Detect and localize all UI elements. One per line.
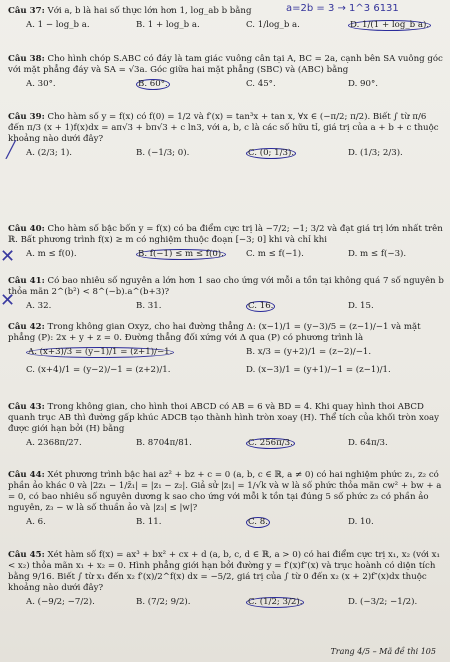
question-number: Câu 44: xyxy=(8,470,45,480)
option-a[interactable]: A. 30°. xyxy=(26,79,56,89)
option-d[interactable]: D. m ≤ f(−3). xyxy=(348,249,407,259)
question-number: Câu 41: xyxy=(8,276,45,286)
option-b[interactable]: B. 11. xyxy=(136,517,162,527)
question-37 xyxy=(8,6,444,35)
option-c[interactable]: C. 16. xyxy=(248,301,274,311)
question-text: Xét hàm số f(x) = ax³ + bx² + cx + d (a, b, c, d ∈ ℝ, a > 0) có hai điểm cực trị x₁, x₂ (với x₁ < x₂) thỏa mãn x₁ + x₂ = 0. Hình phẳng giới hạn bởi đường y = f′(x)f″(x) và trục hoành có diện tích bằng 9/16. Biết ∫ từ x₁ đến x₂ f′(x)/2^f(x) dx = −5/2, giá trị của ∫ từ 0 đến x₂ (x + 2)f″(x)dx thuộc khoảng nào dưới đây? xyxy=(8,550,440,593)
question-38 xyxy=(8,54,444,94)
question-number: Câu 39: xyxy=(8,112,45,122)
question-number: Câu 38: xyxy=(8,54,45,64)
option-d[interactable]: D. 1/(1 + log_b a). xyxy=(350,20,430,30)
question-39 xyxy=(8,112,444,163)
question-number: Câu 37: xyxy=(8,6,45,16)
question-number: Câu 45: xyxy=(8,550,45,560)
option-d[interactable]: D. (x−3)/1 = (y+1)/−1 = (z−1)/1. xyxy=(246,365,391,375)
option-c[interactable]: C. 1/log_b a. xyxy=(246,20,300,30)
question-40 xyxy=(8,224,444,264)
handwritten-cross-mark: ✕ xyxy=(0,290,16,311)
question-45 xyxy=(8,550,444,612)
option-b[interactable]: B. 1 + log_b a. xyxy=(136,20,200,30)
option-d[interactable]: D. (1/3; 2/3). xyxy=(348,148,403,158)
option-c[interactable]: C. m ≤ f(−1). xyxy=(246,249,304,259)
option-a[interactable]: A. m ≤ f(0). xyxy=(26,249,77,259)
question-42 xyxy=(8,322,444,380)
option-b[interactable]: B. 8704π/81. xyxy=(136,438,192,448)
page-footer: Trang 4/5 – Mã đề thi 105 xyxy=(330,647,436,656)
option-b[interactable]: B. f(−1) ≤ m ≤ f(0). xyxy=(138,249,224,259)
question-44 xyxy=(8,470,444,532)
question-text: Trong không gian, cho hình thoi ABCD có AB = 6 và BD = 4. Khi quay hình thoi ABCD quanh trục AB thì đường gấp khúc ADCB tạo thành hình tròn xoay (H). Thể tích của khối tròn xoay được giới hạn bởi (H) bằng xyxy=(8,402,439,434)
option-b[interactable]: B. (7/2; 9/2). xyxy=(136,597,191,607)
option-d[interactable]: D. (−3/2; −1/2). xyxy=(348,597,418,607)
option-d[interactable]: D. 10. xyxy=(348,517,374,527)
option-a[interactable]: A. 1 − log_b a. xyxy=(26,20,90,30)
question-41 xyxy=(8,276,444,316)
option-a[interactable]: A. (x+3)/3 = (y−1)/1 = (z+1)/−1. xyxy=(28,347,173,357)
question-number: Câu 43: xyxy=(8,402,45,412)
option-b[interactable]: B. 31. xyxy=(136,301,162,311)
question-text: Với a, b là hai số thực lớn hơn 1, log_ab b bằng xyxy=(47,6,252,16)
option-c[interactable]: C. (x+4)/1 = (y−2)/−1 = (z+2)/1. xyxy=(26,365,171,375)
option-b[interactable]: B. x/3 = (y+2)/1 = (z−2)/−1. xyxy=(246,347,372,357)
question-text: Trong không gian Oxyz, cho hai đường thẳng Δ: (x−1)/1 = (y−3)/5 = (z−1)/−1 và mặt phẳng (P): 2x + y + z = 0. Đường thẳng đối xứng với Δ qua (P) có phương trình là xyxy=(8,322,421,343)
option-d[interactable]: D. 64π/3. xyxy=(348,438,388,448)
option-d[interactable]: D. 15. xyxy=(348,301,374,311)
option-a[interactable]: A. (2/3; 1). xyxy=(26,148,73,158)
option-c[interactable]: C. (0; 1/3). xyxy=(248,148,295,158)
question-text: Cho hàm số y = f(x) có f(0) = 1/2 và f′(x) = tan³x + tan x, ∀x ∈ (−π/2; π/2). Biết ∫ từ π/6 đến π/3 (x + 1)f(x)dx = aπ√3 + bπ√3 + c ln3, với a, b, c là các số hữu tỉ, giá trị của a + b + c thuộc khoảng nào dưới đây? xyxy=(8,112,439,144)
option-a[interactable]: A. (−9/2; −7/2). xyxy=(26,597,95,607)
question-text: Xét phương trình bậc hai az² + bz + c = 0 (a, b, c ∈ ℝ, a ≠ 0) có hai nghiệm phức z₁, z₂ có phần ảo khác 0 và |2z₁ − 1/z̄₁| = |z₁ − z₂|. Giả sử |z₁| = 1/√k và w là số phức thỏa mãn cw² + bw + a = 0, có bao nhiêu số nguyên dương k sao cho ứng với mỗi k tồn tại đúng 5 số phức z₃ có phần ảo nguyên, z₃ − w là số thuần ảo và |z₃| ≤ |w|? xyxy=(8,470,442,513)
option-a[interactable]: A. 2368π/27. xyxy=(26,438,82,448)
question-number: Câu 40: xyxy=(8,224,45,234)
question-text: Cho hình chóp S.ABC có đáy là tam giác vuông cân tại A, BC = 2a, cạnh bên SA vuông góc với mặt phẳng đáy và SA = √3a. Góc giữa hai mặt phẳng (SBC) và (ABC) bằng xyxy=(8,54,443,75)
option-c[interactable]: C. 45°. xyxy=(246,79,276,89)
handwritten-note: a=2b = 3 → 1^3 6131 xyxy=(286,3,399,14)
handwritten-cross-mark: ✕ xyxy=(0,246,16,267)
question-text: Có bao nhiêu số nguyên a lớn hơn 1 sao cho ứng với mỗi a tồn tại không quá 7 số nguyên b thỏa mãn 2^(b²) < 8^(−b).a^(b+3)? xyxy=(8,276,444,297)
option-b[interactable]: B. (−1/3; 0). xyxy=(136,148,190,158)
option-c[interactable]: C. 256π/3. xyxy=(248,438,293,448)
question-43 xyxy=(8,402,444,453)
option-c[interactable]: C. 8. xyxy=(248,517,268,527)
option-a[interactable]: A. 32. xyxy=(26,301,52,311)
option-d[interactable]: D. 90°. xyxy=(348,79,379,89)
question-text: Cho hàm số bậc bốn y = f(x) có ba điểm cực trị là −7/2; −1; 3/2 và đạt giá trị lớn nhất trên ℝ. Bất phương trình f(x) ≥ m có nghiệm thuộc đoạn [−3; 0] khi và chỉ khi xyxy=(8,224,443,245)
option-b[interactable]: B. 60°. xyxy=(138,79,168,89)
option-c[interactable]: C. (1/2; 3/2). xyxy=(248,597,303,607)
handwritten-slash-mark: ╱ xyxy=(6,140,16,159)
question-number: Câu 42: xyxy=(8,322,45,332)
option-a[interactable]: A. 6. xyxy=(26,517,46,527)
